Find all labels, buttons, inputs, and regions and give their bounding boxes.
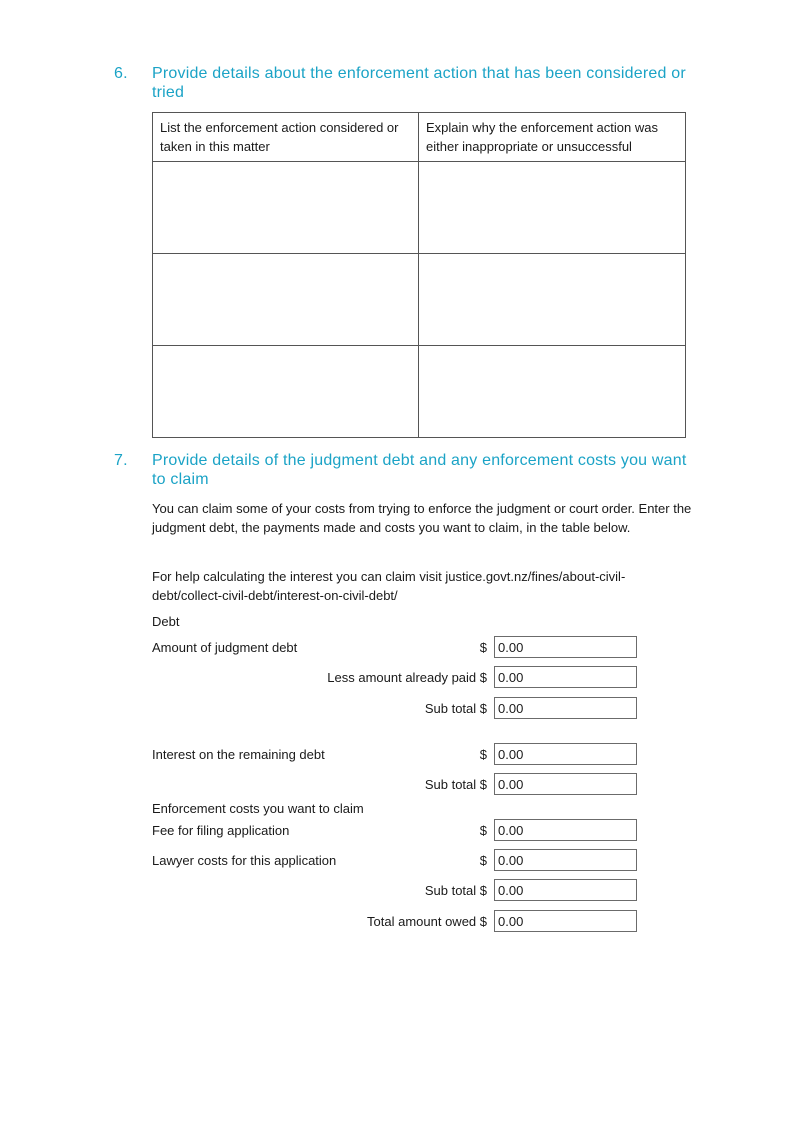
interest-input[interactable] bbox=[494, 743, 637, 765]
already-paid-input[interactable] bbox=[494, 666, 637, 688]
currency-symbol: $ bbox=[479, 823, 487, 838]
enforcement-costs-heading: Enforcement costs you want to claim bbox=[152, 801, 364, 816]
filing-fee-row bbox=[152, 819, 638, 843]
action-cell[interactable] bbox=[153, 162, 419, 254]
subtotal-costs-row bbox=[152, 879, 638, 903]
lawyer-costs-row bbox=[152, 849, 638, 873]
explanation-cell[interactable] bbox=[419, 162, 686, 254]
field-label: Less amount already paid $ bbox=[327, 670, 487, 685]
field-label: Sub total $ bbox=[424, 883, 487, 898]
field-label: Interest on the remaining debt bbox=[152, 747, 325, 762]
section-number: 7. bbox=[114, 452, 128, 469]
subtotal-interest-row bbox=[152, 773, 638, 797]
interest-row bbox=[152, 743, 638, 767]
filing-fee-input[interactable] bbox=[494, 819, 637, 841]
subtotal-debt-row bbox=[152, 697, 638, 721]
explanation-cell[interactable] bbox=[419, 346, 686, 438]
field-label: Amount of judgment debt bbox=[152, 640, 298, 655]
help-paragraph: For help calculating the interest you can claim visit justice.govt.nz/fines/about-civil-debt/collect-civil-debt/interest-on-civil-debt/ bbox=[152, 569, 626, 603]
subtotal-costs-input[interactable] bbox=[494, 879, 637, 901]
total-owed-input[interactable] bbox=[494, 910, 637, 932]
table-row bbox=[153, 162, 686, 254]
table-row bbox=[153, 346, 686, 438]
section-number: 6. bbox=[114, 65, 128, 82]
field-label: Sub total $ bbox=[424, 701, 487, 716]
subtotal-interest-input[interactable] bbox=[494, 773, 637, 795]
field-label: Sub total $ bbox=[424, 777, 487, 792]
lawyer-costs-input[interactable] bbox=[494, 849, 637, 871]
section-title: Provide details of the judgment debt and any enforcement costs you want to claim bbox=[152, 452, 687, 488]
subtotal-debt-input[interactable] bbox=[494, 697, 637, 719]
action-cell[interactable] bbox=[153, 254, 419, 346]
field-label: Fee for filing application bbox=[152, 823, 290, 838]
currency-symbol: $ bbox=[479, 640, 487, 655]
enforcement-action-table bbox=[152, 112, 686, 438]
total-owed-row bbox=[152, 910, 638, 934]
currency-symbol: $ bbox=[479, 747, 487, 762]
field-label: Total amount owed $ bbox=[367, 914, 487, 929]
intro-paragraph: You can claim some of your costs from trying to enforce the judgment or court order. Enter the judgment debt, the payments made and costs you want to claim, in the table below. bbox=[152, 501, 692, 535]
table-row bbox=[153, 254, 686, 346]
column-header-explanation: Explain why the enforcement action was either inappropriate or unsuccessful bbox=[419, 113, 686, 162]
column-header-action: List the enforcement action considered or taken in this matter bbox=[153, 113, 419, 162]
debt-heading: Debt bbox=[152, 614, 180, 629]
section-title: Provide details about the enforcement action that has been considered or tried bbox=[152, 65, 686, 101]
judgment-debt-row bbox=[152, 636, 638, 660]
currency-symbol: $ bbox=[479, 853, 487, 868]
judgment-debt-input[interactable] bbox=[494, 636, 637, 658]
already-paid-row bbox=[152, 666, 638, 690]
explanation-cell[interactable] bbox=[419, 254, 686, 346]
field-label: Lawyer costs for this application bbox=[152, 853, 337, 868]
action-cell[interactable] bbox=[153, 346, 419, 438]
